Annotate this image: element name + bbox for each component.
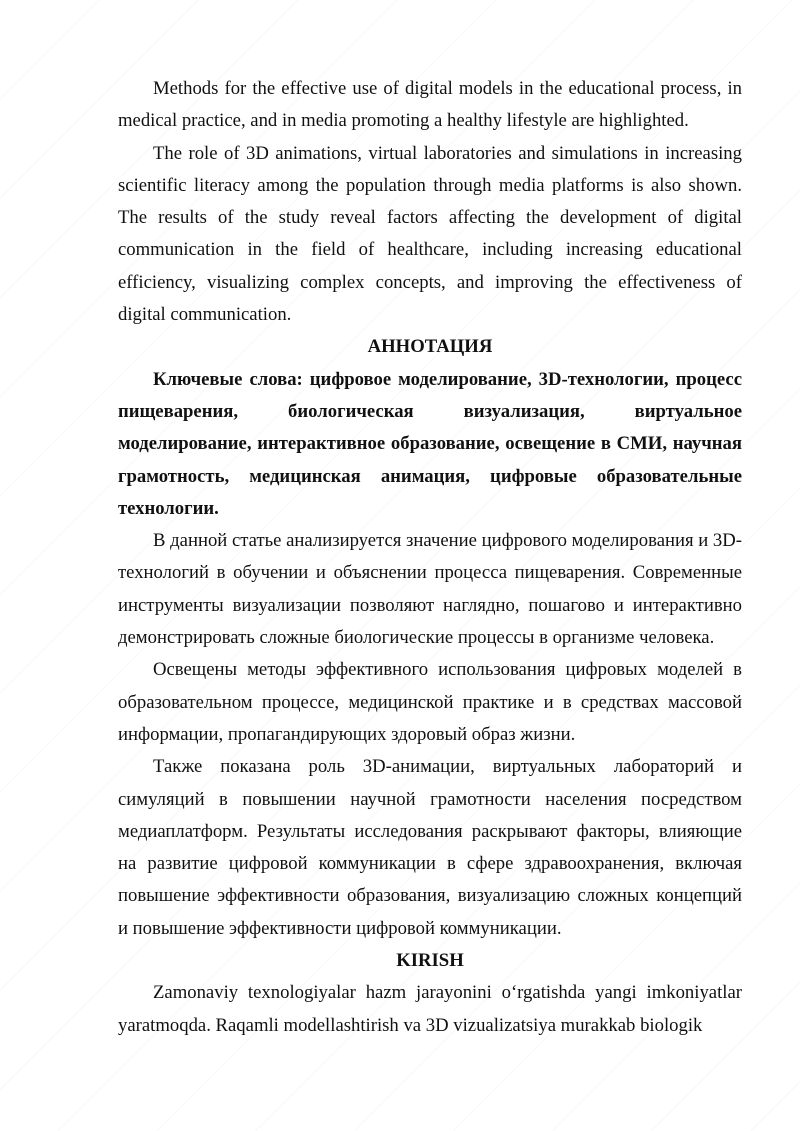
russian-paragraph-1: В данной статье анализируется значение цифрового моделирования и 3D-технологий в обучении и объяснении процесса пищеварения. Современные инструменты визуализации позволяют наглядно, пошагово и интерактивно демонстрировать сложные биологические процессы в организме человека. [118,530,742,649]
page-content [118,73,742,1042]
uzbek-paragraph-1: Zamonaviy texnologiyalar hazm jarayonini oʻrgatishda yangi imkoniyatlar yaratmoqda. Raqamli modellashtirish va 3D vizualizatsiya murakkab biologik [118,982,742,1036]
russian-paragraph-3: Также показана роль 3D-анимации, виртуальных лабораторий и симуляций в повышении научной грамотности населения посредством медиаплатформ. Результаты исследования раскрывают факторы, влияющие на развитие цифровой коммуникации в сфере здравоохранения, включая повышение эффективности образования, визуализацию сложных концепций и повышение эффективности цифровой коммуникации. [118,756,742,939]
keywords-paragraph: Ключевые слова: цифровое моделирование, 3D-технологии, процесс пищеварения, биологическая визуализация, виртуальное моделирование, интерактивное образование, освещение в СМИ, научная грамотность, медицинская анимация, цифровые образовательные технологии. [118,368,742,519]
english-paragraph-1: Methods for the effective use of digital models in the educational process, in medical practice, and in media promoting a healthy lifestyle are highlighted. [118,78,742,132]
section-heading-introduction: KIRISH [396,950,464,972]
english-paragraph-2: The role of 3D animations, virtual laboratories and simulations in increasing scientific literacy among the population through media platforms is also shown. The results of the study reveal factors affecting the development of digital communication in the field of healthcare, including increasing educational efficiency, visualizing complex concepts, and improving the effectiveness of digital communication. [118,142,742,326]
section-heading-annotation: АННОТАЦИЯ [367,336,493,358]
russian-paragraph-2: Освещены методы эффективного использования цифровых моделей в образовательном процессе, медицинской практике и в средствах массовой информации, пропагандирующих здоровый образ жизни. [118,659,742,745]
